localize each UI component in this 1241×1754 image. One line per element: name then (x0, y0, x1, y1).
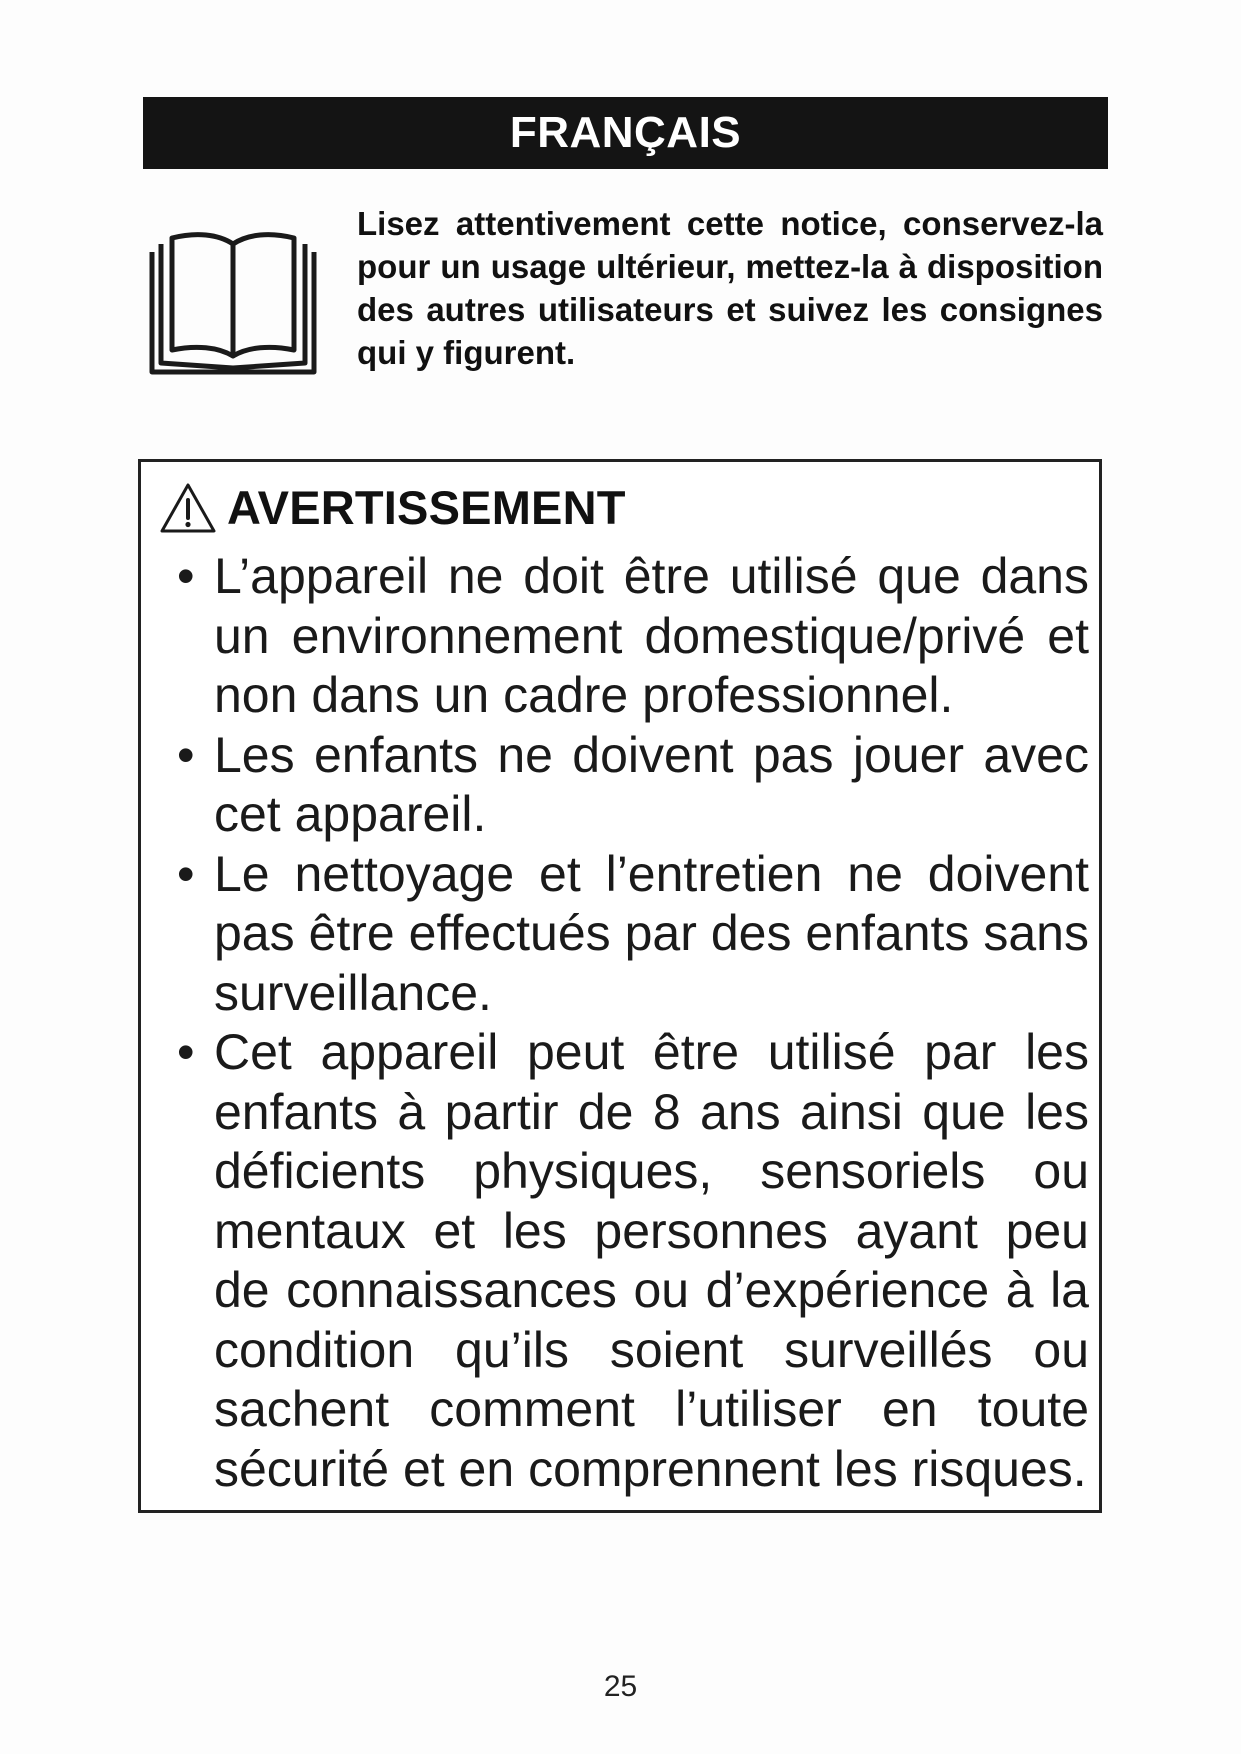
open-book-icon (148, 230, 318, 378)
warning-item (177, 1023, 1089, 1499)
warning-item (177, 726, 1089, 845)
warning-item-text: Cet appareil peut être utilisé par les enfants à partir de 8 ans ainsi que les déficients physiques, sensoriels ou mentaux et les personnes ayant peu de connaissances ou d’expérience à la condition qu’ils soient surveillés ou sachent comment l’utiliser en toute sécurité et en comprennent les risques. (214, 1024, 1089, 1497)
warning-title: AVERTISSEMENT (227, 481, 626, 534)
warning-list (177, 547, 1089, 1499)
page-number: 25 (603, 1670, 638, 1703)
warning-heading (159, 480, 626, 535)
language-header (143, 97, 1108, 169)
bullet: • (177, 1024, 195, 1080)
language-title: FRANÇAIS (509, 108, 742, 157)
warning-item-text: Le nettoyage et l’entretien ne doivent pas être effectués par des enfants sans surveillance. (214, 845, 1089, 1021)
warning-item (177, 547, 1089, 726)
warning-item (177, 845, 1089, 1024)
bullet: • (177, 845, 195, 902)
warning-triangle-icon (159, 482, 217, 534)
intro-paragraph: Lisez attentivement cette notice, conservez-la pour un usage ultérieur, mettez-la à disposition des autres utilisateurs et suivez les consignes qui y figurent. (357, 205, 1103, 371)
bullet: • (177, 726, 195, 783)
warning-item-text: L’appareil ne doit être utilisé que dans un environnement domestique/privé et non dans un cadre professionnel. (214, 548, 1089, 723)
bullet: • (177, 548, 195, 604)
warning-box (138, 459, 1102, 1513)
warning-item-text: Les enfants ne doivent pas jouer avec cet appareil. (214, 726, 1089, 842)
